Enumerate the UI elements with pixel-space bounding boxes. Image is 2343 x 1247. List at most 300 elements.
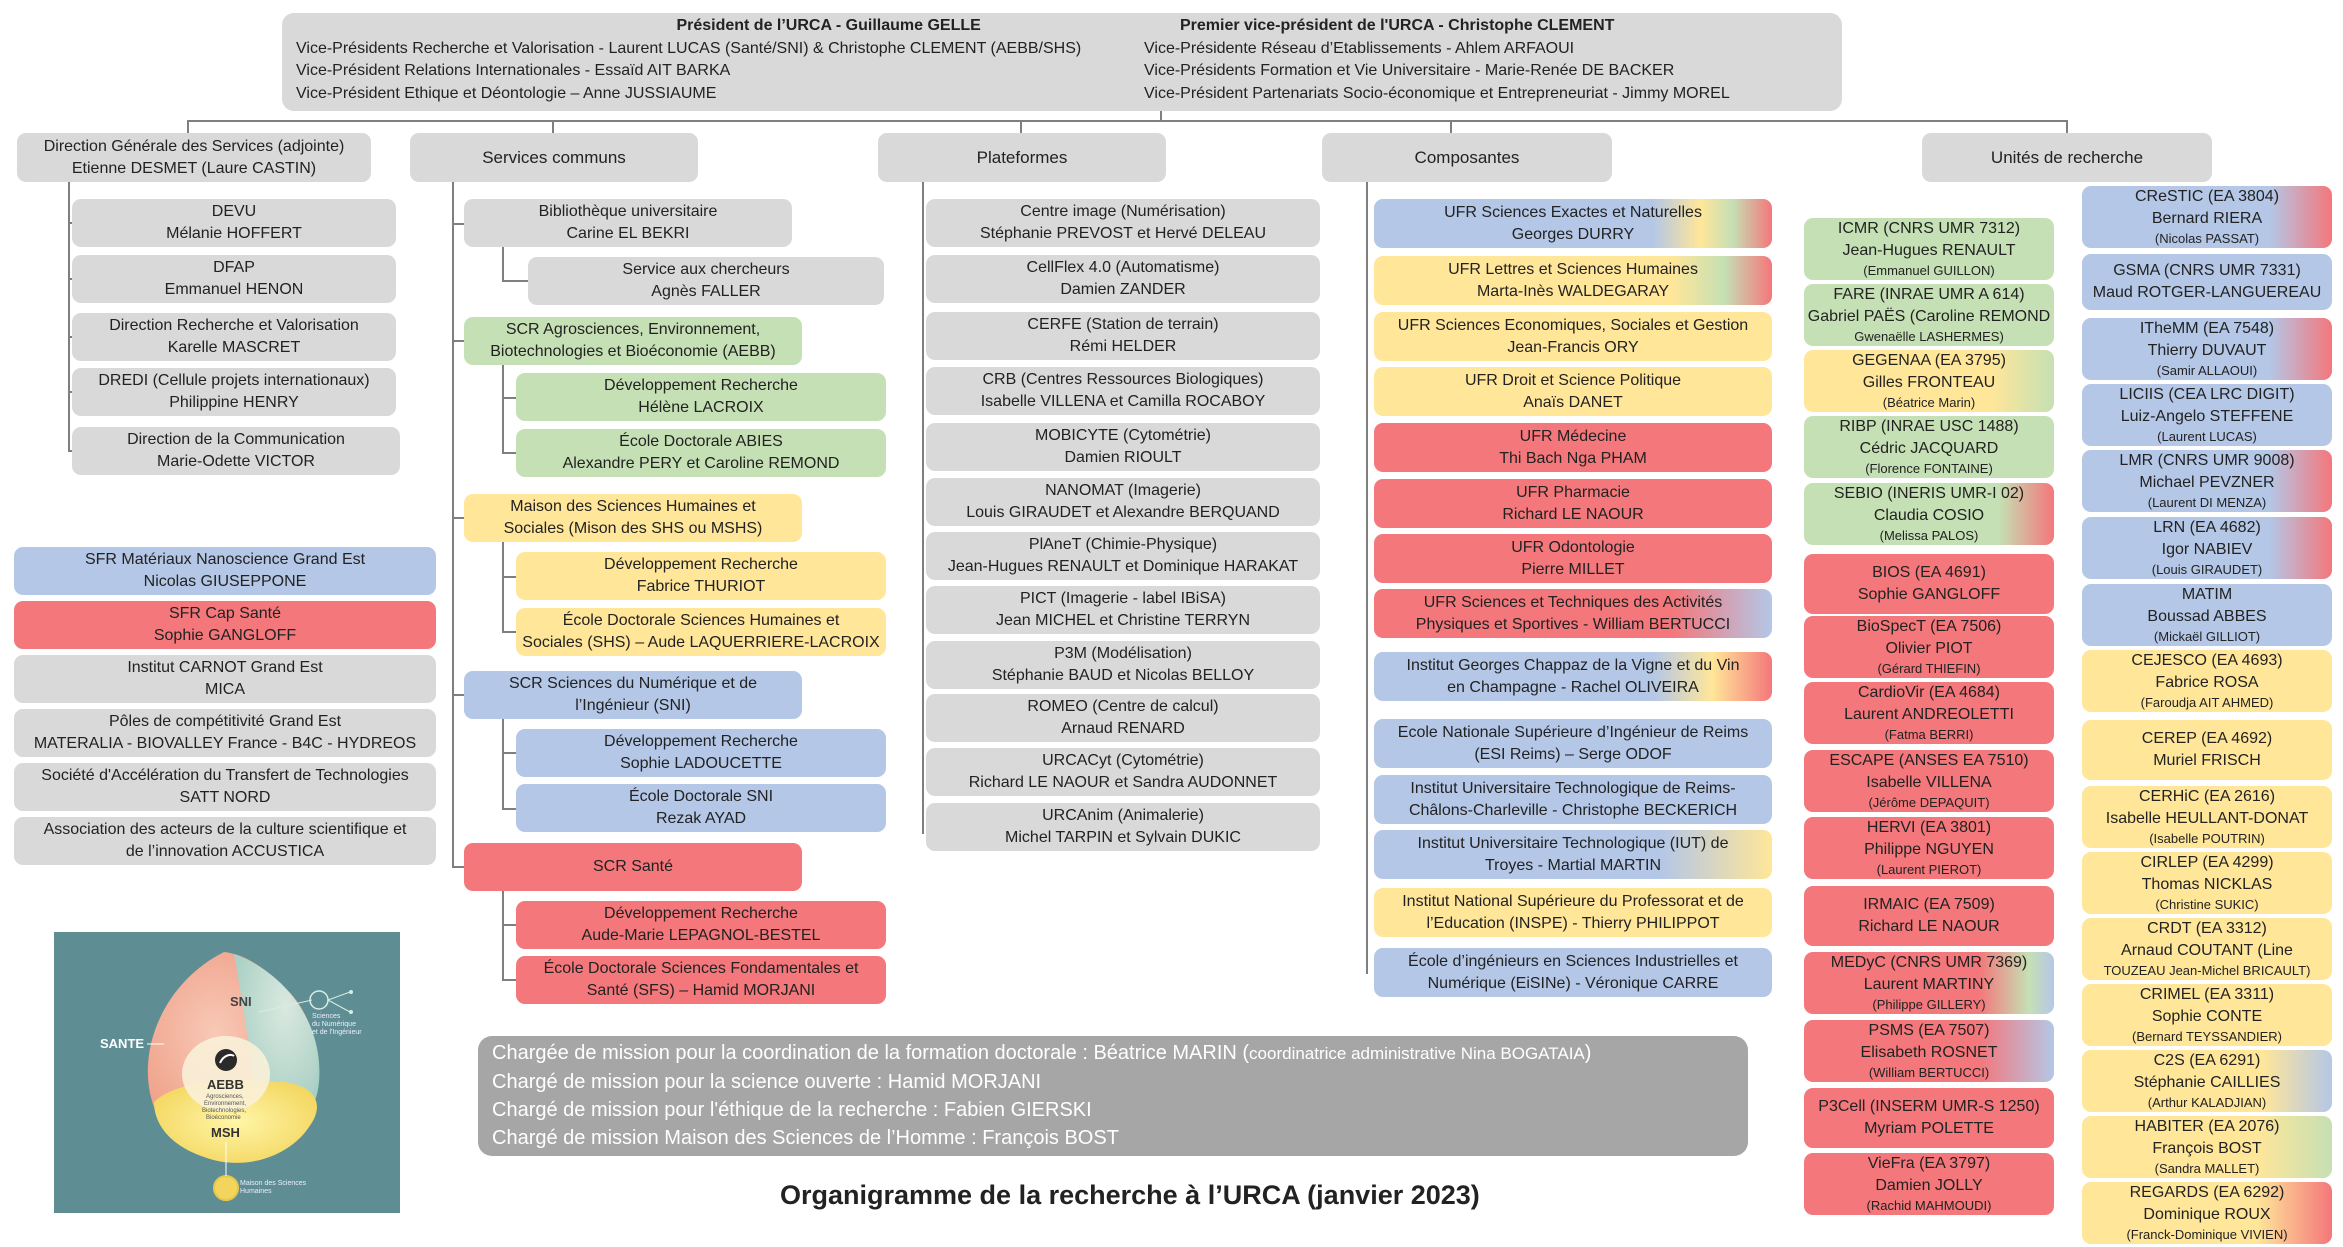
unite-crestic xyxy=(2082,186,2332,248)
plateforme-item xyxy=(926,586,1320,634)
unite-c2s xyxy=(2082,1050,2332,1112)
left-item-sfr-materiaux xyxy=(14,547,436,595)
item-person: Rezak AYAD xyxy=(655,810,747,827)
connector xyxy=(502,363,504,453)
unit-director: Claudia COSIO xyxy=(1873,507,1985,524)
connector xyxy=(502,247,504,281)
unit-deputy: (Melissa PALOS) xyxy=(1879,528,1979,543)
unit-deputy: (Franck-Dominique VIVIEN) xyxy=(2126,1227,2288,1242)
unit-title: PSMS (EA 7507) xyxy=(1868,1022,1990,1039)
logo-sni-sub: du Numérique xyxy=(312,1021,356,1028)
service-sni-ed xyxy=(516,784,886,832)
plateforme-item xyxy=(926,694,1320,742)
unit-title: CRIMEL (EA 3311) xyxy=(2139,986,2275,1003)
unit-director: Sophie GANGLOFF xyxy=(1857,586,2001,603)
item-title: Institut National Supérieure du Professorat et de xyxy=(1402,892,1744,910)
item-title: UFR Pharmacie xyxy=(1516,483,1630,501)
unite-regards xyxy=(2082,1182,2332,1244)
composante-iut-reims xyxy=(1374,775,1772,824)
unit-title: VieFra (EA 3797) xyxy=(1867,1155,1991,1172)
unite-matim xyxy=(2082,584,2332,646)
plateforme-item xyxy=(926,803,1320,851)
item-person: MICA xyxy=(205,681,245,698)
unite-gsma xyxy=(2082,254,2332,310)
unit-title: ESCAPE (ANSES EA 7510) xyxy=(1829,752,2029,769)
scr-logo-graphic xyxy=(54,932,400,1213)
connector xyxy=(502,397,516,399)
item-person: Michel TARPIN et Sylvain DUKIC xyxy=(1005,829,1241,846)
unit-director: Cédric JACQUARD xyxy=(1859,440,1999,457)
connector xyxy=(1450,120,1452,134)
connector xyxy=(502,540,504,632)
unit-title: BioSpecT (EA 7506) xyxy=(1856,618,2002,635)
unit-title: RIBP (INRAE USC 1488) xyxy=(1839,418,2019,435)
item-title: UFR Sciences et Techniques des Activités xyxy=(1423,593,1723,611)
header-services-communs xyxy=(410,133,698,182)
item-title: URCAnim (Animalerie) xyxy=(1042,807,1204,824)
unit-title: BIOS (EA 4691) xyxy=(1872,564,1986,581)
unit-director: Maud ROTGER-LANGUEREAU xyxy=(2092,284,2322,301)
plateforme-item xyxy=(926,312,1320,360)
header-label: Plateformes xyxy=(976,147,1068,167)
item-person: Biotechnologies et Bioéconomie (AEBB) xyxy=(490,343,776,360)
unit-title: CReSTIC (EA 3804) xyxy=(2134,188,2280,205)
item-person: Jean-Hugues RENAULT et Dominique HARAKAT xyxy=(947,558,1299,575)
unit-deputy: (William BERTUCCI) xyxy=(1868,1065,1990,1080)
item-person: Georges DURRY xyxy=(1511,225,1635,243)
item-title: SCR Santé xyxy=(592,858,674,875)
item-person: Marta-Inès WALDEGARAY xyxy=(1476,282,1670,300)
unit-title: CardioVir (EA 4684) xyxy=(1858,684,2000,701)
vp-line: Vice-Présidents Formation et Vie Universitaire - Marie-Renée DE BACKER xyxy=(1144,62,1675,79)
composante-ufr-staps xyxy=(1374,589,1772,638)
network-icon-line xyxy=(328,1000,350,1012)
unite-lmr xyxy=(2082,450,2332,512)
unit-deputy: (Laurent DI MENZA) xyxy=(2147,495,2267,510)
header-unites-recherche xyxy=(1922,133,2212,182)
item-title: Direction Recherche et Valorisation xyxy=(109,317,359,334)
logo-sni-sub: et de l'Ingénieur xyxy=(312,1029,362,1036)
item-title: Développement Recherche xyxy=(604,556,798,573)
connector xyxy=(502,717,504,809)
unit-director: Laurent MARTINY xyxy=(1863,976,1995,993)
item-person: Sociales (SHS) – Aude LAQUERRIERE-LACROIX xyxy=(522,634,880,651)
item-person: Châlons-Charleville - Christophe BECKERICH xyxy=(1408,801,1738,819)
leaf-icon xyxy=(215,1049,237,1071)
unite-crimel xyxy=(2082,984,2332,1046)
unit-title: IRMAIC (EA 7509) xyxy=(1863,896,1995,913)
unit-title: CEREP (EA 4692) xyxy=(2141,730,2273,747)
president-line: Président de l’URCA - Guillaume GELLE xyxy=(676,17,981,34)
connector xyxy=(452,694,464,696)
connector xyxy=(452,340,464,342)
unit-deputy: (Laurent PIEROT) xyxy=(1876,862,1982,877)
unit-title: FARE (INRAE UMR A 614) xyxy=(1833,286,2025,303)
item-person: Santé (SFS) – Hamid MORJANI xyxy=(586,982,816,999)
unite-fare xyxy=(1804,284,2054,346)
unit-deputy: (Christine SUKIC) xyxy=(2155,897,2259,912)
item-title: Institut Georges Chappaz de la Vigne et du Vin xyxy=(1406,656,1740,674)
unit-director: Myriam POLETTE xyxy=(1864,1120,1994,1137)
item-person: Arnaud RENARD xyxy=(1061,720,1185,737)
item-person: SATT NORD xyxy=(179,789,271,806)
connector xyxy=(452,223,464,225)
unit-title: MEDyC (CNRS UMR 7369) xyxy=(1830,954,2028,971)
presidency-left xyxy=(296,15,1081,105)
service-scr-sni xyxy=(464,671,802,719)
item-title: Institut Universitaire Technologique (IUT) de xyxy=(1417,834,1729,852)
composante-esi-reims xyxy=(1374,719,1772,768)
unite-cejesco xyxy=(2082,650,2332,712)
unit-director: Isabelle HEULLANT-DONAT xyxy=(2105,810,2309,827)
service-chercheurs xyxy=(528,257,884,305)
mission-line-msh: Chargé de mission Maison des Sciences de l’Homme : François BOST xyxy=(492,1127,1119,1149)
item-title: CRB (Centres Ressources Biologiques) xyxy=(982,371,1264,388)
item-title: ROMEO (Centre de calcul) xyxy=(1027,698,1219,715)
header-dgs-name: Etienne DESMET (Laure CASTIN) xyxy=(71,159,317,177)
item-person: Aude-Marie LEPAGNOL-BESTEL xyxy=(581,927,821,944)
unit-director: Bernard RIERA xyxy=(2151,210,2263,227)
unit-title: CEJESCO (EA 4693) xyxy=(2131,652,2283,669)
mission-line-ethique: Chargé de mission pour l'éthique de la recherche : Fabien GIERSKI xyxy=(492,1099,1092,1121)
unite-ithemm xyxy=(2082,318,2332,380)
logo-aebb-label: AEBB xyxy=(207,1077,244,1092)
item-person: Richard LE NAOUR xyxy=(1502,505,1644,523)
unite-cardiovir xyxy=(1804,682,2054,744)
item-title: Direction de la Communication xyxy=(127,431,345,448)
item-person: Nicolas GIUSEPPONE xyxy=(143,573,307,590)
unite-cerep xyxy=(2082,720,2332,780)
item-title: Société d'Accélération du Transfert de Technologies xyxy=(41,767,409,784)
composante-ufr-lsh xyxy=(1374,256,1772,305)
plateforme-item xyxy=(926,532,1320,580)
logo-aebb-sub: Environnement, xyxy=(204,1101,247,1107)
connector xyxy=(1366,182,1368,974)
header-dgs xyxy=(17,133,371,182)
item-title: PlAneT (Chimie-Physique) xyxy=(1028,536,1218,553)
unit-director: Stéphanie CAILLIES xyxy=(2133,1074,2281,1091)
connector xyxy=(187,120,2067,122)
unit-director: Fabrice ROSA xyxy=(2155,674,2259,691)
item-title: URCACyt (Cytométrie) xyxy=(1042,752,1204,769)
unit-deputy: (Florence FONTAINE) xyxy=(1865,461,1993,476)
unite-hervi xyxy=(1804,817,2054,879)
item-person: en Champagne - Rachel OLIVEIRA xyxy=(1447,678,1699,696)
composante-ufr-droit xyxy=(1374,367,1772,416)
item-person: Pierre MILLET xyxy=(1521,560,1625,578)
item-person: Damien ZANDER xyxy=(1060,281,1186,298)
unit-deputy: (Arthur KALADJIAN) xyxy=(2147,1095,2267,1110)
unit-title: ICMR (CNRS UMR 7312) xyxy=(1837,220,2021,237)
connector xyxy=(502,808,516,810)
item-person: Mélanie HOFFERT xyxy=(166,225,302,242)
item-person: Sophie LADOUCETTE xyxy=(620,755,782,772)
item-person: Isabelle VILLENA et Camilla ROCABOY xyxy=(980,393,1266,410)
item-person: Sociales (Mison des SHS ou MSHS) xyxy=(503,520,763,537)
item-person: Jean MICHEL et Christine TERRYN xyxy=(995,612,1250,629)
item-person: Stéphanie PREVOST et Hervé DELEAU xyxy=(979,225,1267,242)
logo-sni-sub: Sciences xyxy=(312,1013,341,1020)
item-person: Hélène LACROIX xyxy=(638,399,764,416)
network-icon-node xyxy=(349,990,353,994)
item-title: DREDI (Cellule projets internationaux) xyxy=(98,372,370,389)
left-item-carnot xyxy=(14,655,436,703)
unite-ribp xyxy=(1804,416,2054,478)
unit-director: Laurent ANDREOLETTI xyxy=(1844,706,2014,723)
item-person: Anaïs DANET xyxy=(1523,393,1623,411)
unit-director-text: Gabriel PAËS (Caroline REMOND xyxy=(1807,308,2051,325)
unit-title: ITheMM (EA 7548) xyxy=(2139,320,2275,337)
mission-text: Chargée de mission pour la coordination de la formation doctorale : Béatrice MARIN ( xyxy=(492,1042,1250,1064)
item-title: École Doctorale SNI xyxy=(628,788,774,805)
unit-deputy: (Faroudja AIT AHMED) xyxy=(2140,695,2274,710)
connector xyxy=(502,280,528,282)
unit-title: LICIIS (CEA LRC DIGIT) xyxy=(2119,386,2295,403)
unite-irmaic xyxy=(1804,886,2054,946)
item-title: UFR Odontologie xyxy=(1511,538,1635,556)
unit-title: CRDT (EA 3312) xyxy=(2147,920,2267,937)
unit-deputy: (Sandra MALLET) xyxy=(2154,1161,2260,1176)
item-person: Sophie GANGLOFF xyxy=(153,627,297,644)
service-msh xyxy=(464,494,802,542)
item-person: Emmanuel HENON xyxy=(164,281,304,298)
connector xyxy=(922,182,924,834)
unite-sebio xyxy=(1804,483,2054,545)
vp-line: Vice-Président Ethique et Déontologie – Anne JUSSIAUME xyxy=(296,84,717,102)
service-bu xyxy=(464,199,792,247)
unit-deputy: (Rachid MAHMOUDI) xyxy=(1866,1198,1992,1213)
unit-title: P3Cell (INSERM UMR-S 1250) xyxy=(1818,1098,2040,1115)
network-icon xyxy=(310,991,328,1009)
composante-inspe xyxy=(1374,888,1772,937)
unit-deputy: TOUZEAU Jean-Michel BRICAULT) xyxy=(2103,963,2311,978)
unit-director: Gilles FRONTEAU xyxy=(1862,374,1996,391)
unit-director: Arnaud COUTANT (Line xyxy=(2121,942,2293,959)
unite-medyc xyxy=(1804,952,2054,1014)
unit-deputy: (Gérard THIEFIN) xyxy=(1877,661,1981,676)
unite-crdt xyxy=(2082,918,2332,980)
unit-director: Muriel FRISCH xyxy=(2153,752,2261,769)
unit-title: CIRLEP (EA 4299) xyxy=(2140,854,2274,871)
connector xyxy=(502,924,516,926)
unit-director: Dominique ROUX xyxy=(2143,1206,2271,1223)
left-item-poles xyxy=(14,709,436,757)
header-label: Composantes xyxy=(1414,147,1520,167)
item-person: Fabrice THURIOT xyxy=(636,578,766,595)
plateforme-item xyxy=(926,255,1320,303)
composante-ufr-sesg xyxy=(1374,312,1772,361)
item-title: DEVU xyxy=(211,203,257,220)
unit-deputy: (Mickaël GILLIOT) xyxy=(2153,629,2261,644)
unit-director: Elisabeth ROSNET xyxy=(1860,1044,1998,1061)
item-title: CERFE (Station de terrain) xyxy=(1027,316,1219,333)
composante-ufr-odontologie xyxy=(1374,534,1772,583)
unit-deputy: (Béatrice Marin) xyxy=(1882,395,1976,410)
item-title: Centre image (Numérisation) xyxy=(1020,203,1226,220)
logo-msh-sub: Maison des Sciences xyxy=(240,1180,307,1187)
first-vp-line: Premier vice-président de l'URCA - Christophe CLEMENT xyxy=(1180,17,1615,34)
connector xyxy=(502,752,516,754)
unite-icmr xyxy=(1804,218,2054,280)
composante-ufr-sen xyxy=(1374,199,1772,248)
header-composantes xyxy=(1322,133,1612,182)
item-title: Bibliothèque universitaire xyxy=(538,203,718,220)
service-scr-aebb xyxy=(464,317,802,365)
unite-p3cell xyxy=(1804,1088,2054,1148)
header-label: Services communs xyxy=(482,147,626,167)
scr-logo xyxy=(54,932,400,1213)
network-icon-line xyxy=(328,992,350,1000)
item-person: Jean-Francis ORY xyxy=(1507,338,1639,356)
unite-psms xyxy=(1804,1020,2054,1082)
unit-deputy: (Bernard TEYSSANDIER) xyxy=(2131,1029,2283,1044)
item-person: Rémi HELDER xyxy=(1069,338,1177,355)
item-title: École d’ingénieurs en Sciences Industrielles et xyxy=(1408,952,1738,970)
item-person: l’Education (INSPE) - Thierry PHILIPPOT xyxy=(1426,914,1720,932)
item-person: Louis GIRAUDET et Alexandre BERQUAND xyxy=(966,504,1280,521)
dgs-item-devu xyxy=(72,199,396,247)
unit-title: MATIM xyxy=(2181,586,2233,603)
unit-title: HERVI (EA 3801) xyxy=(1866,819,1992,836)
item-title: SFR Matériaux Nanoscience Grand Est xyxy=(84,551,366,568)
mission-line-science-ouverte: Chargé de mission pour la science ouverte : Hamid MORJANI xyxy=(492,1071,1042,1093)
item-person: Agnès FALLER xyxy=(651,283,761,300)
service-msh-dev xyxy=(516,552,886,600)
item-title: Institut Universitaire Technologique de Reims- xyxy=(1410,779,1736,797)
unit-title: GSMA (CNRS UMR 7331) xyxy=(2113,262,2301,279)
item-title: Maison des Sciences Humaines et xyxy=(510,498,756,515)
unit-deputy: (Samir ALLAOUI) xyxy=(2156,363,2258,378)
service-sni-dev xyxy=(516,729,886,777)
vp-line: Vice-Président Partenariats Socio-économique et Entrepreneuriat - Jimmy MOREL xyxy=(1144,84,1730,102)
service-msh-ed xyxy=(516,608,886,656)
plateforme-item xyxy=(926,478,1320,526)
item-person: (ESI Reims) – Serge ODOF xyxy=(1474,745,1672,763)
connector xyxy=(452,517,464,519)
left-item-satt xyxy=(14,763,436,811)
vp-line: Vice-Président Relations Internationales - Essaïd AIT BARKA xyxy=(296,62,731,79)
plateforme-item xyxy=(926,748,1320,796)
unit-deputy: (Fatma BERRI) xyxy=(1884,727,1974,742)
dgs-item-dfap xyxy=(72,255,396,303)
unit-director: François BOST xyxy=(2152,1140,2262,1157)
unite-habiter xyxy=(2082,1116,2332,1178)
item-title: Développement Recherche xyxy=(604,377,798,394)
item-person: de l’innovation ACCUSTICA xyxy=(125,843,325,860)
connector xyxy=(502,576,516,578)
unite-liciis xyxy=(2082,384,2332,446)
vp-line: Vice-Présidente Réseau d’Etablissements - Ahlem ARFAOUI xyxy=(1144,39,1575,57)
unite-viefra xyxy=(1804,1153,2054,1215)
unit-director: Richard LE NAOUR xyxy=(1858,918,2000,935)
logo-msh-sub: Humaines xyxy=(240,1188,272,1195)
unite-gegenaa xyxy=(1804,350,2054,412)
item-person: Alexandre PERY et Caroline REMOND xyxy=(562,455,840,472)
composante-ufr-medecine xyxy=(1374,423,1772,472)
network-icon-node xyxy=(349,1010,353,1014)
logo-aebb-sub: Biotechnologies, xyxy=(202,1108,247,1114)
item-title: École Doctorale Sciences Fondamentales et xyxy=(543,960,859,977)
unite-bios xyxy=(1804,554,2054,614)
service-sante-ed xyxy=(516,956,886,1004)
item-person: Thi Bach Nga PHAM xyxy=(1499,449,1647,467)
unit-deputy: (Nicolas PASSAT) xyxy=(2154,231,2260,246)
unit-title: LMR (CNRS UMR 9008) xyxy=(2119,452,2295,469)
item-title: Ecole Nationale Supérieure d’Ingénieur de Reims xyxy=(1397,723,1749,741)
item-title: École Doctorale Sciences Humaines et xyxy=(562,612,840,629)
unit-deputy: (Emmanuel GUILLON) xyxy=(1863,263,1995,278)
item-title: UFR Sciences Exactes et Naturelles xyxy=(1444,203,1702,221)
item-person: Stéphanie BAUD et Nicolas BELLOY xyxy=(991,667,1255,684)
unit-director: Philippe NGUYEN xyxy=(1864,841,1994,858)
item-title: MOBICYTE (Cytométrie) xyxy=(1034,427,1211,444)
item-person: MATERALIA - BIOVALLEY France - B4C - HYDREOS xyxy=(33,735,417,752)
page-title: Organigramme de la recherche à l’URCA (janvier 2023) xyxy=(780,1180,1480,1210)
item-title: SCR Sciences du Numérique et de xyxy=(508,675,758,692)
service-aebb-ed xyxy=(516,429,886,477)
service-scr-sante xyxy=(464,843,802,891)
connector xyxy=(502,452,516,454)
unit-director: Igor NABIEV xyxy=(2161,541,2253,558)
item-person: Richard LE NAOUR et Sandra AUDONNET xyxy=(968,774,1278,791)
logo-msh-label: MSH xyxy=(211,1125,240,1140)
logo-aebb-sub: Agrosciences, xyxy=(206,1094,244,1100)
unite-cirlep xyxy=(2082,852,2332,914)
mission-line-doctorale xyxy=(492,1039,1734,1068)
presidency-box xyxy=(282,13,1842,111)
header-plateformes xyxy=(878,133,1166,182)
composante-ufr-pharmacie xyxy=(1374,479,1772,528)
unit-deputy: (Jérôme DEPAQUIT) xyxy=(1868,795,1990,810)
item-title: NANOMAT (Imagerie) xyxy=(1045,482,1201,499)
item-title: Développement Recherche xyxy=(604,905,798,922)
presidency-right xyxy=(1144,15,1730,105)
connector xyxy=(552,120,554,134)
item-person: l’Ingénieur (SNI) xyxy=(575,697,691,714)
item-title: UFR Lettres et Sciences Humaines xyxy=(1448,260,1698,278)
plateforme-item xyxy=(926,641,1320,689)
unit-title: REGARDS (EA 6292) xyxy=(2129,1184,2285,1201)
unit-director: Damien JOLLY xyxy=(1875,1177,1983,1194)
unit-title: LRN (EA 4682) xyxy=(2153,519,2261,536)
unit-director: Isabelle VILLENA xyxy=(1866,774,1992,791)
unit-title: GEGENAA (EA 3795) xyxy=(1852,352,2006,369)
header-dgs-title: Direction Générale des Services (adjointe) xyxy=(43,137,345,155)
item-person: Marie-Odette VICTOR xyxy=(157,453,315,470)
service-aebb-dev xyxy=(516,373,886,421)
unit-title: C2S (EA 6291) xyxy=(2153,1052,2261,1069)
msh-emblem-icon xyxy=(214,1176,238,1200)
unit-director: Sophie CONTE xyxy=(2151,1008,2263,1025)
item-person: Carine EL BEKRI xyxy=(566,225,690,242)
item-title: Institut CARNOT Grand Est xyxy=(127,659,323,676)
composante-eisine xyxy=(1374,948,1772,997)
item-title: Association des acteurs de la culture scientifique et xyxy=(43,821,407,838)
unit-deputy: (Philippe GILLERY) xyxy=(1872,997,1986,1012)
unit-title: CERHiC (EA 2616) xyxy=(2138,788,2276,805)
connector xyxy=(2066,120,2068,134)
unit-director: Thierry DUVAUT xyxy=(2147,342,2267,359)
connector xyxy=(452,182,454,867)
item-title: PICT (Imagerie - label IBiSA) xyxy=(1020,590,1226,607)
item-person: Numérique (EiSINe) - Véronique CARRE xyxy=(1427,974,1719,992)
unit-director: Olivier PIOT xyxy=(1885,640,1973,657)
unit-deputy: (Isabelle POUTRIN) xyxy=(2149,831,2265,846)
unit-deputy: Gwenaëlle LASHERMES) xyxy=(1854,329,2004,344)
unit-director: Boussad ABBES xyxy=(2147,608,2267,625)
dgs-item-drv xyxy=(72,313,396,361)
item-title: Développement Recherche xyxy=(604,733,798,750)
